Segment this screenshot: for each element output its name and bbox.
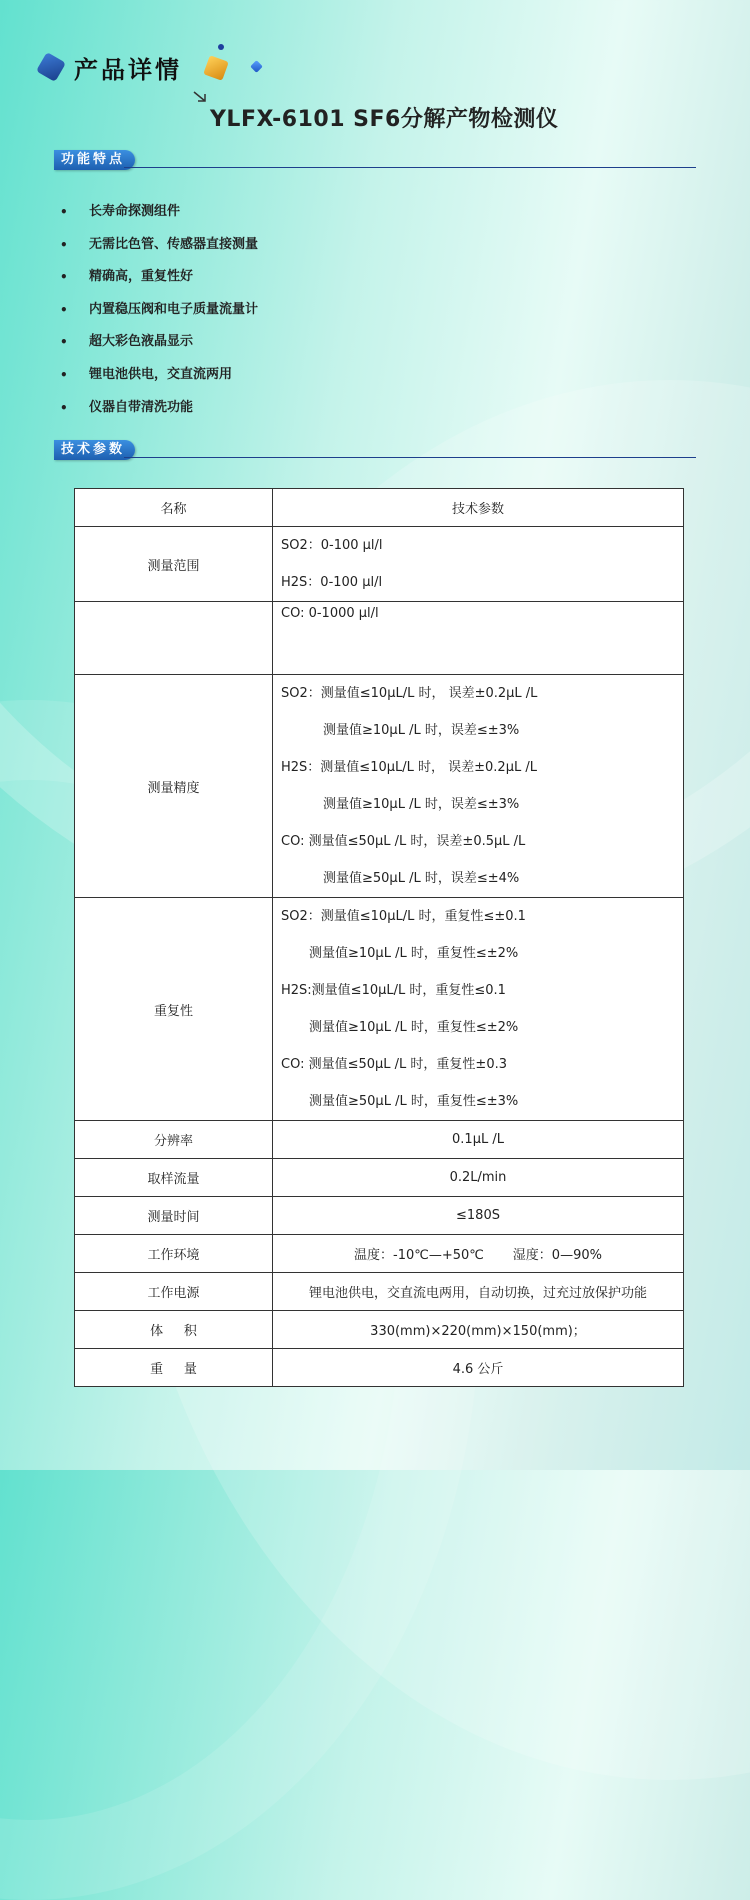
row-value: ≤180S: [273, 1197, 684, 1235]
table-row: [75, 1159, 684, 1197]
product-title: YLFX-6101 SF6分解产物检测仪: [210, 107, 559, 132]
row-label: 重 量: [75, 1349, 273, 1387]
page-header: [38, 44, 338, 94]
row-value: CO: 0-1000 μl/l: [273, 602, 684, 675]
section-divider: [124, 457, 696, 458]
row-label: 体 积: [75, 1311, 273, 1349]
table-row: [75, 675, 684, 898]
list-item: • 仪器自带清洗功能: [60, 399, 194, 415]
page-title: 产品详情: [74, 56, 182, 84]
row-label: 重复性: [75, 898, 273, 1121]
dot-icon: [218, 44, 224, 50]
row-value: 温度：-10℃—+50℃ 湿度：0—90%: [273, 1235, 684, 1273]
row-label: 取样流量: [75, 1159, 273, 1197]
table-row: [75, 527, 684, 602]
list-item: • 精确高，重复性好: [60, 269, 194, 285]
table-row: [75, 602, 684, 675]
row-value: 4.6 公斤: [273, 1349, 684, 1387]
row-value: SO2：测量值≤10μL/L 时， 误差±0.2μL /L 测量值≥10μL /L 时，误差≤±3% H2S：测量值≤10μL/L 时， 误差±0.2μL /L 测量值≥10μL /L 时，误差≤±3% CO: 测量值≤50μL /L 时，误差±0.5μL /L 测量值≥50μL /L 时，误差≤±4%: [273, 675, 684, 898]
row-value: 330(mm)×220(mm)×150(mm)；: [273, 1311, 684, 1349]
list-item: • 锂电池供电，交直流两用: [60, 366, 233, 382]
row-label: 测量精度: [75, 675, 273, 898]
row-label: 测量范围: [75, 527, 273, 602]
list-item: • 超大彩色液晶显示: [60, 334, 194, 350]
row-value: 锂电池供电，交直流电两用，自动切换，过充过放保护功能: [273, 1273, 684, 1311]
table-row: [75, 1273, 684, 1311]
section-tag: 技术参数: [54, 440, 135, 460]
row-label: 工作环境: [75, 1235, 273, 1273]
list-item: • 内置稳压阀和电子质量流量计: [60, 301, 259, 317]
row-label: [75, 602, 273, 675]
section-tag: 功能特点: [54, 150, 135, 170]
row-value: 0.2L/min: [273, 1159, 684, 1197]
row-label: 测量时间: [75, 1197, 273, 1235]
row-value: 0.1μL /L: [273, 1121, 684, 1159]
section-params-header: [54, 440, 696, 462]
row-value: SO2：0-100 μl/l H2S：0-100 μl/l: [273, 527, 684, 602]
table-row: [75, 1121, 684, 1159]
table-header-row: [75, 489, 684, 527]
cube-icon: [250, 60, 263, 73]
section-features-header: [54, 150, 696, 172]
feature-list: [60, 200, 258, 428]
list-item: • 长寿命探测组件: [60, 204, 181, 219]
row-label: 分辨率: [75, 1121, 273, 1159]
table-row: [75, 1349, 684, 1387]
arrow-down-right-icon: [192, 90, 208, 104]
table-row: [75, 1197, 684, 1235]
list-item: • 无需比色管、传感器直接测量: [60, 236, 259, 252]
table-row: [75, 898, 684, 1121]
row-label: 工作电源: [75, 1273, 273, 1311]
table-row: [75, 1235, 684, 1273]
column-header: 技术参数: [273, 489, 684, 527]
row-value: SO2：测量值≤10μL/L 时，重复性≤±0.1 测量值≥10μL /L 时，重复性≤±2% H2S:测量值≤10μL/L 时，重复性≤0.1 测量值≥10μL /L 时，重复性≤±2% CO: 测量值≤50μL /L 时，重复性±0.3 测量值≥50μL /L 时，重复性≤±3%: [273, 898, 684, 1121]
spec-table: [74, 488, 684, 1387]
cube-icon: [36, 52, 66, 82]
cube-icon: [203, 55, 229, 81]
column-header: 名称: [75, 489, 273, 527]
section-divider: [124, 167, 696, 168]
table-row: [75, 1311, 684, 1349]
